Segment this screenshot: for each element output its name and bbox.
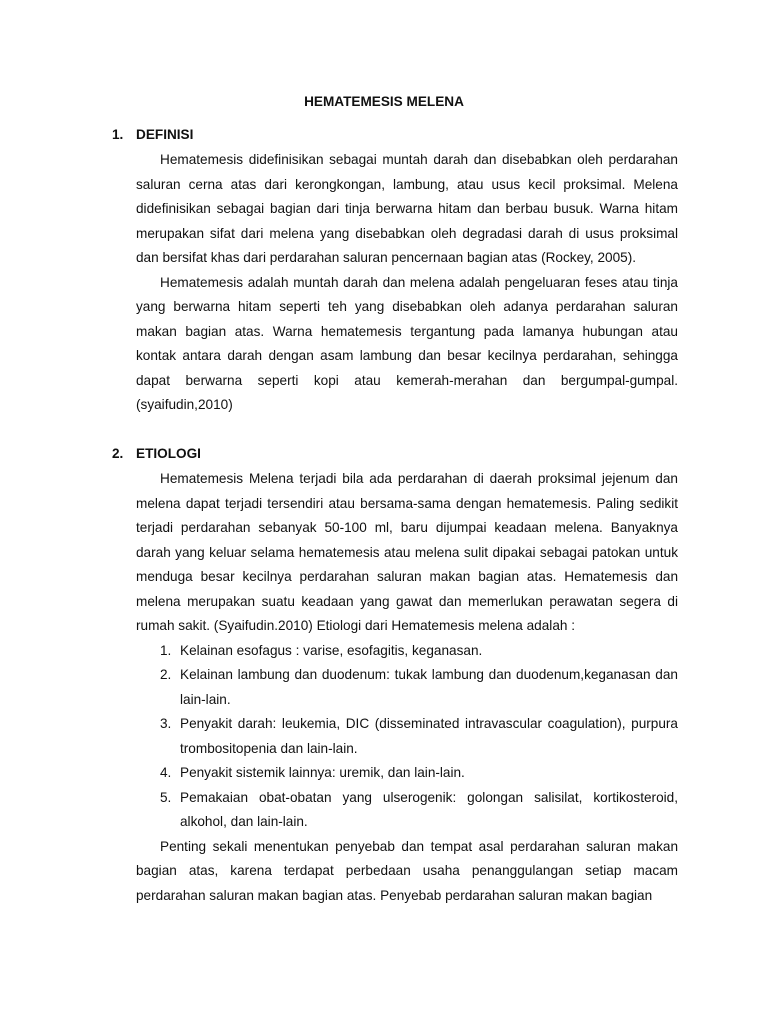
list-item-text: Kelainan lambung dan duodenum: tukak lambung dan duodenum,keganasan dan lain-lain. — [180, 667, 678, 707]
paragraph: Hematemesis adalah muntah darah dan melena adalah pengeluaran feses atau tinja yang berwarna hitam seperti teh yang disebabkan oleh adanya perdarahan saluran makan bagian atas. Warna hematemesis tergantung pada lamanya hubungan atau kontak antara darah dengan asam lambung dan besar kecilnya perdarahan, sehingga dapat berwarna seperti kopi atau kemerah-merahan dan bergumpal-gumpal. (syaifudin,2010) — [136, 274, 678, 412]
list-item — [160, 663, 678, 712]
list-item-number: 2. — [160, 667, 172, 682]
list-item-text: Penyakit darah: leukemia, DIC (disseminated intravascular coagulation), purpura trombositopenia dan lain-lain. — [180, 716, 678, 756]
section-title: ETIOLOGI — [136, 446, 201, 461]
list-item-text: Pemakaian obat-obatan yang ulserogenik: golongan salisilat, kortikosteroid, alkohol, dan lain-lain. — [180, 789, 678, 829]
section-number: 2. — [112, 446, 124, 461]
list-item-number: 3. — [160, 716, 172, 731]
list-item — [160, 639, 678, 664]
list-item-number: 4. — [160, 765, 172, 780]
paragraph: Hematemesis Melena terjadi bila ada perdarahan di daerah proksimal jejenum dan melena dapat terjadi tersendiri atau bersama-sama dengan hematemesis. Paling sedikit terjadi perdarahan sebanyak 50-100 ml, baru dijumpai keadaan melena. Banyaknya darah yang keluar selama hematemesis atau melena sulit dipakai sebagai patokan untuk menduga besar kecilnya perdarahan saluran makan bagian atas. Hematemesis dan melena merupakan suatu keadaan yang gawat dan memerlukan perawatan segera di rumah sakit. (Syaifudin.2010) Etiologi dari Hematemesis melena adalah : — [136, 471, 678, 633]
paragraph: Hematemesis didefinisikan sebagai muntah darah dan disebabkan oleh perdarahan saluran cerna atas dari kerongkongan, lambung, atau usus kecil proksimal. Melena didefinisikan sebagai bagian dari tinja berwarna hitam dan berbau busuk. Warna hitam merupakan sifat dari melena yang disebabkan oleh degradasi darah di usus proksimal dan bersifat khas dari perdarahan saluran pencernaan bagian atas (Rockey, 2005). — [136, 152, 678, 265]
section-number: 1. — [112, 127, 124, 142]
list-item — [160, 786, 678, 835]
paragraph: Penting sekali menentukan penyebab dan tempat asal perdarahan saluran makan bagian atas, karena terdapat perbedaan usaha penanggulangan setiap macam perdarahan saluran makan bagian atas. Penyebab perdarahan saluran makan bagian — [136, 838, 678, 903]
section-title: DEFINISI — [136, 127, 194, 142]
list-item — [160, 712, 678, 761]
list-item-text: Kelainan esofagus : varise, esofagitis, keganasan. — [180, 642, 483, 658]
document-title: HEMATEMESIS MELENA — [304, 94, 464, 109]
section-body-etiologi — [136, 467, 678, 908]
section-heading-definisi — [112, 127, 193, 142]
list-item-text: Penyakit sistemik lainnya: uremik, dan lain-lain. — [180, 765, 465, 780]
section-heading-etiologi — [112, 446, 201, 461]
list-item-number: 1. — [160, 642, 172, 658]
etiology-list — [136, 639, 678, 835]
list-item-number: 5. — [160, 789, 172, 805]
list-item — [160, 761, 678, 786]
section-body-definisi — [136, 148, 678, 418]
